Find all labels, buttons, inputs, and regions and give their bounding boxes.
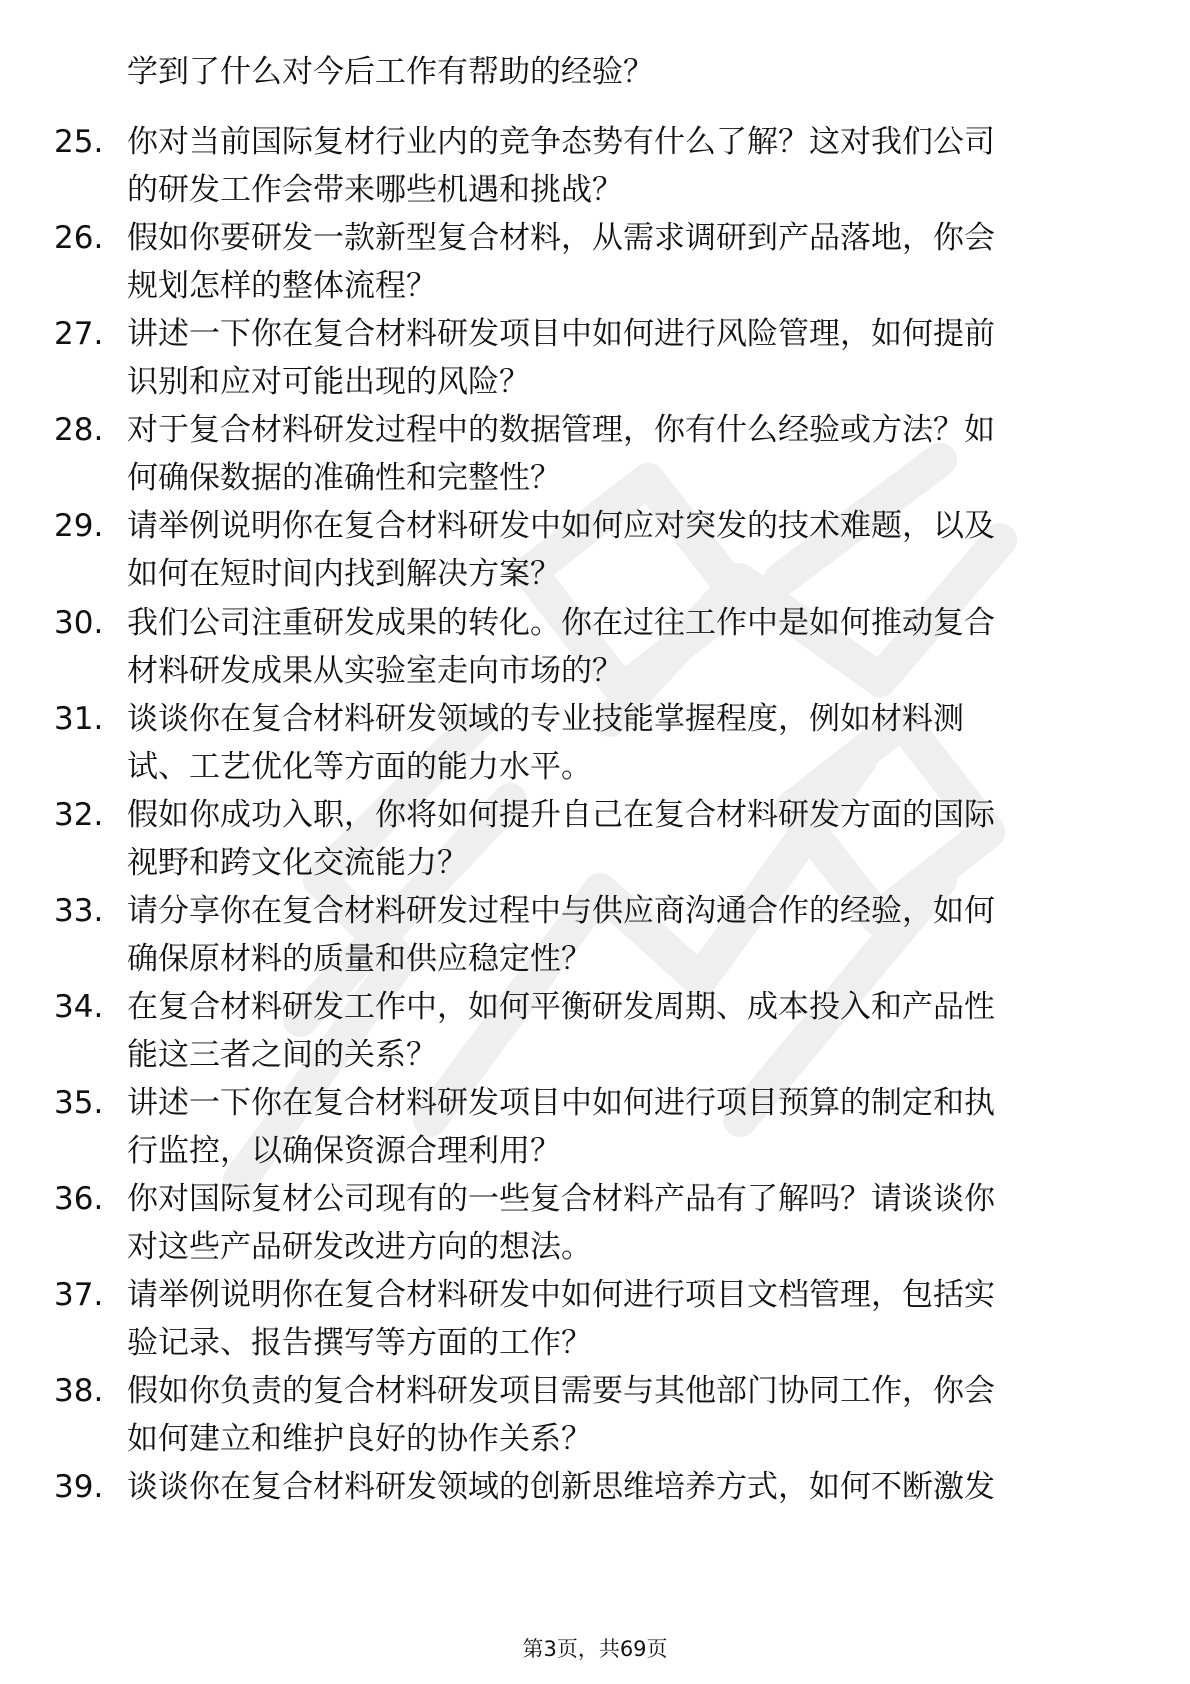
question-text-line: 假如你要研发一款新型复合材料，从需求调研到产品落地，你会 [127,220,995,256]
question-text-line: 你对国际复材公司现有的一些复合材料产品有了解吗？请谈谈你 [127,1181,995,1217]
question-text-line: 验记录、报告撰写等方面的工作？ [127,1325,592,1361]
question-text [127,887,1127,983]
question-text-line: 请举例说明你在复合材料研发中如何应对突发的技术难题，以及 [127,508,995,544]
question-text [127,983,1127,1079]
question-text-line: 讲述一下你在复合材料研发项目中如何进行风险管理，如何提前 [127,316,995,352]
question-text-line: 请举例说明你在复合材料研发中如何进行项目文档管理，包括实 [127,1277,995,1313]
question-number: 26. [54,220,104,256]
question-text-line: 行监控，以确保资源合理利用？ [127,1133,561,1169]
question-text-line: 谈谈你在复合材料研发领域的创新思维培养方式，如何不断激发 [127,1469,995,1505]
question-text-line: 请分享你在复合材料研发过程中与供应商沟通合作的经验，如何 [127,893,995,929]
question-item [0,502,1190,606]
question-text-line: 识别和应对可能出现的风险？ [127,364,530,400]
question-number: 37. [54,1277,104,1313]
question-item [0,118,1190,222]
question-number: 38. [54,1373,104,1409]
question-text [127,406,1127,502]
question-item [0,599,1190,703]
question-text [127,1463,1127,1511]
question-text [127,502,1127,598]
question-number: 32. [54,797,104,833]
question-text-line: 视野和跨文化交流能力？ [127,845,468,881]
page-footer: 第3页，共69页 [522,1637,668,1661]
question-text [127,310,1127,406]
question-item [0,887,1190,991]
question-number: 25. [54,124,104,160]
question-number: 30. [54,605,104,641]
question-number: 29. [54,508,104,544]
question-item [0,214,1190,318]
question-text-line: 对这些产品研发改进方向的想法。 [127,1229,592,1265]
question-text-line: 何确保数据的准确性和完整性？ [127,460,561,496]
question-text-line: 确保原材料的质量和供应稳定性？ [127,941,592,977]
question-text-line: 能这三者之间的关系？ [127,1037,437,1073]
question-number: 39. [54,1469,104,1505]
question-text-line: 讲述一下你在复合材料研发项目中如何进行项目预算的制定和执 [127,1085,995,1121]
question-number: 28. [54,412,104,448]
question-number: 35. [54,1085,104,1121]
question-text-line: 对于复合材料研发过程中的数据管理，你有什么经验或方法？如 [127,412,995,448]
question-text-line: 假如你成功入职，你将如何提升自己在复合材料研发方面的国际 [127,797,995,833]
question-text-line: 如何在短时间内找到解决方案？ [127,556,561,592]
question-text [127,118,1127,214]
question-text-line: 我们公司注重研发成果的转化。你在过往工作中是如何推动复合 [127,605,995,641]
question-item [0,1175,1190,1279]
question-text-line: 材料研发成果从实验室走向市场的？ [127,653,623,689]
question-text-line: 的研发工作会带来哪些机遇和挑战？ [127,172,623,208]
question-text-line: 如何建立和维护良好的协作关系？ [127,1421,592,1457]
question-number: 27. [54,316,104,352]
question-text-line: 在复合材料研发工作中，如何平衡研发周期、成本投入和产品性 [127,989,995,1025]
question-item [0,310,1190,414]
question-item [0,1271,1190,1375]
question-text [127,695,1127,791]
question-text [127,1367,1127,1463]
question-number: 36. [54,1181,104,1217]
question-item [0,791,1190,895]
question-text [127,214,1127,310]
question-item [0,695,1190,799]
question-number: 31. [54,701,104,737]
question-text-line: 规划怎样的整体流程？ [127,268,437,304]
question-item [0,983,1190,1087]
question-text [127,1175,1127,1271]
question-text [127,1079,1127,1175]
question-text-line: 假如你负责的复合材料研发项目需要与其他部门协同工作，你会 [127,1373,995,1409]
question-text [127,791,1127,887]
question-number: 33. [54,893,104,929]
question-text-line: 试、工艺优化等方面的能力水平。 [127,749,592,785]
question-item [0,406,1190,510]
question-item [0,1367,1190,1471]
continued-question-text: 学到了什么对今后工作有帮助的经验？ [127,54,654,90]
question-number: 34. [54,989,104,1025]
question-item [0,1463,1190,1567]
question-text [127,1271,1127,1367]
question-text [127,599,1127,695]
question-text-line: 谈谈你在复合材料研发领域的专业技能掌握程度，例如材料测 [127,701,964,737]
question-text-line: 你对当前国际复材行业内的竞争态势有什么了解？这对我们公司 [127,124,995,160]
question-item [0,1079,1190,1183]
